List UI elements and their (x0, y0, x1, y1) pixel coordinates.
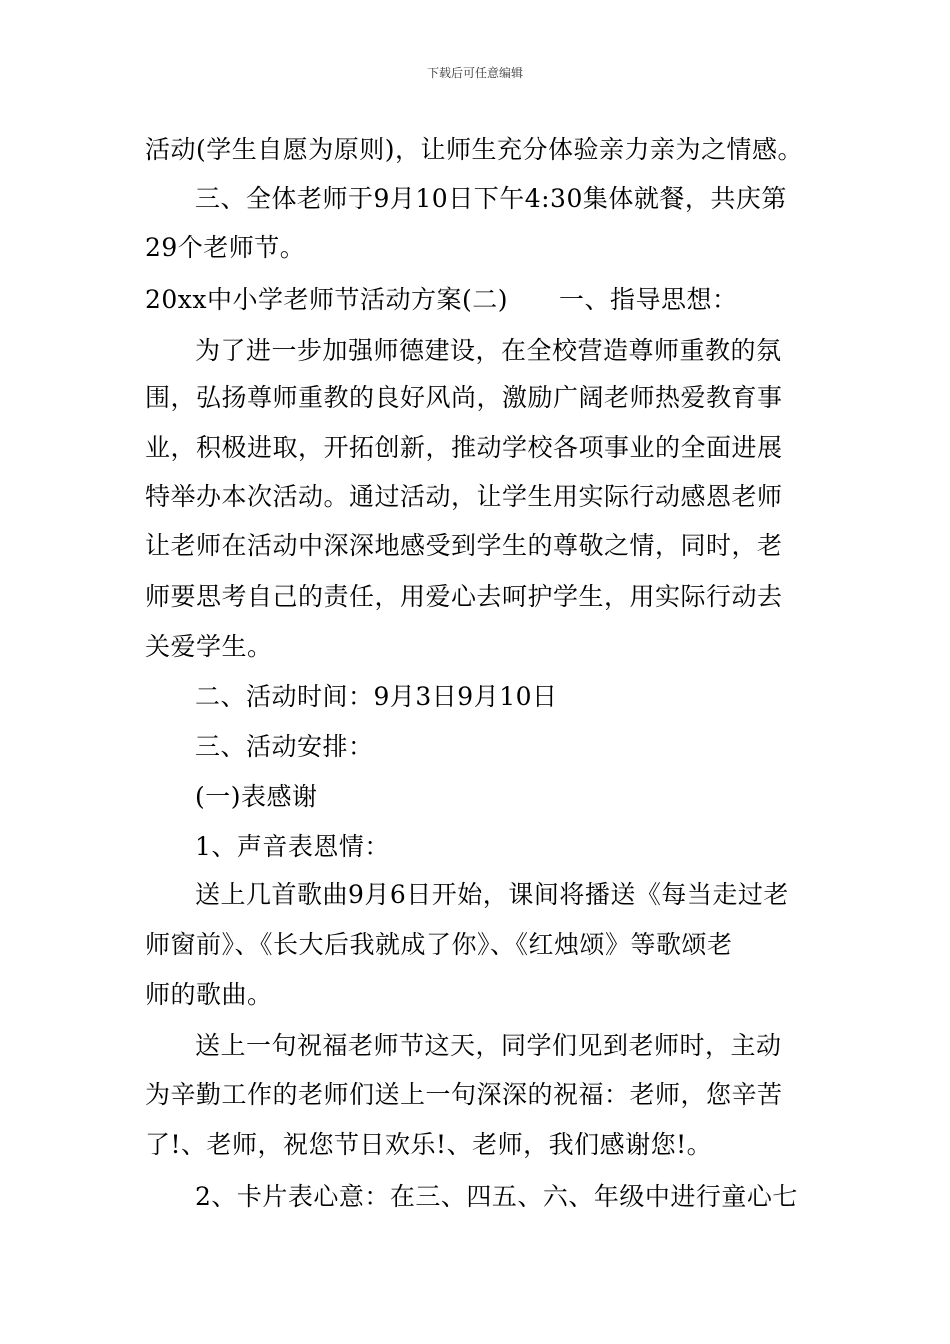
body-line-15: 1、声音表恩情： (195, 832, 390, 861)
body-line-1: 活动(学生自愿为原则)，让师生充分体验亲力亲为之情感。 (145, 135, 804, 164)
body-line-14: (一)表感谢 (195, 782, 318, 811)
body-line-13: 三、活动安排： (195, 732, 374, 761)
body-line-7: 业，积极进取，开拓创新，推动学校各项事业的全面进展 (145, 433, 783, 462)
body-line-5: 为了进一步加强师德建设，在全校营造尊师重教的氛 (195, 336, 782, 365)
body-line-3: 29个老师节。 (145, 233, 306, 262)
section-heading-line: 20xx中小学老师节活动方案(二) 一、指导思想： (145, 285, 738, 314)
body-line-9: 让老师在活动中深深地感受到学生的尊敬之情，同时，老 (145, 531, 783, 560)
body-line-20: 为辛勤工作的老师们送上一句深深的祝福：老师，您辛苦 (145, 1080, 783, 1109)
body-line-19: 送上一句祝福老师节这天，同学们见到老师时，主动 (195, 1031, 782, 1060)
body-line-10: 师要思考自己的责任，用爱心去呵护学生，用实际行动去 (145, 582, 783, 611)
body-line-8: 特举办本次活动。通过活动，让学生用实际行动感恩老师 (145, 482, 783, 511)
body-line-6: 围，弘扬尊师重教的良好风尚，激励广阔老师热爱教育事 (145, 383, 783, 412)
body-line-22: 2、卡片表心意：在三、四五、六、年级中进行童心七 (195, 1182, 798, 1211)
body-line-12: 二、活动时间：9月3日9月10日 (195, 682, 558, 711)
body-line-2: 三、全体老师于9月10日下午4:30集体就餐，共庆第 (195, 184, 787, 213)
body-line-17: 师窗前》、《长大后我就成了你》、《红烛颂》等歌颂老 (145, 930, 733, 959)
page-header-note: 下载后可任意编辑 (426, 66, 523, 80)
body-line-16: 送上几首歌曲9月6日开始，课间将播送《每当走过老 (195, 880, 789, 909)
body-line-18: 师的歌曲。 (145, 980, 273, 1009)
body-line-21: 了!、老师，祝您节日欢乐!、老师，我们感谢您!。 (145, 1130, 713, 1159)
body-line-11: 关爱学生。 (145, 632, 273, 661)
